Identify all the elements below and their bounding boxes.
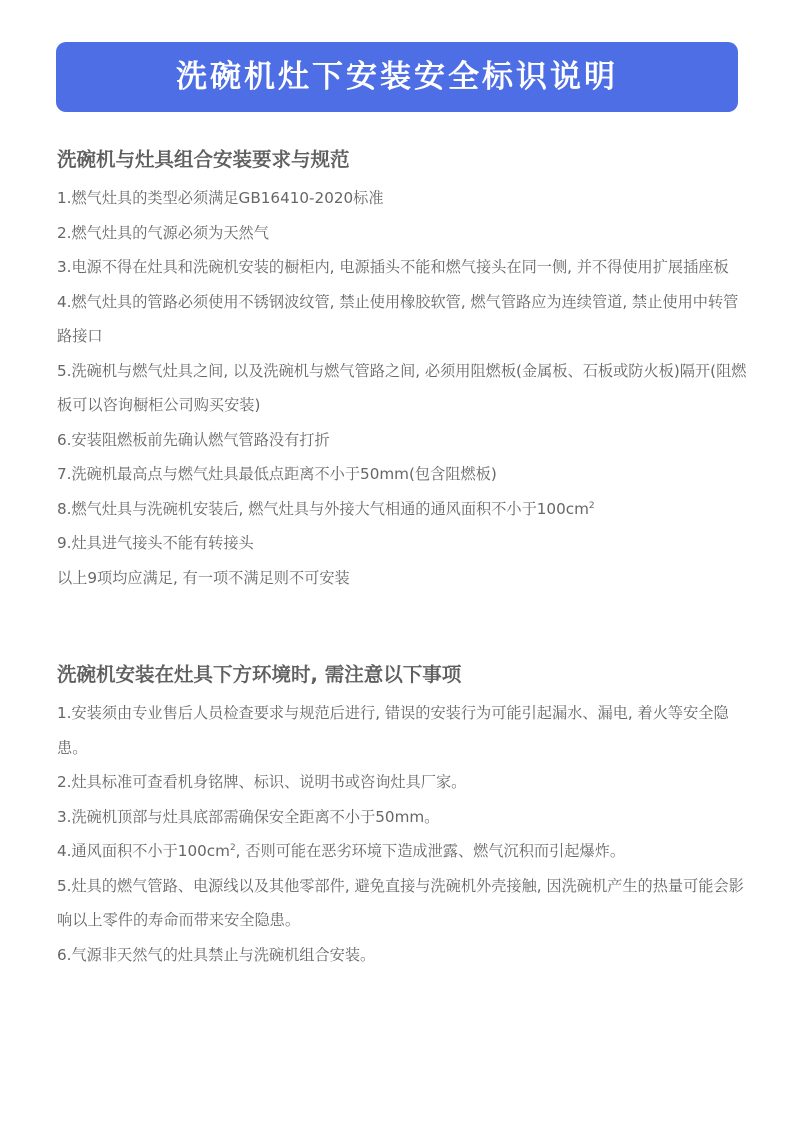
list-item <box>57 492 747 527</box>
list-item <box>57 526 747 561</box>
requirements-list <box>57 181 747 595</box>
item-text: 4.通风面积不小于100cm <box>57 842 230 860</box>
section-combined-installation-requirements <box>57 146 747 595</box>
list-item <box>57 457 747 492</box>
list-item <box>57 834 747 869</box>
precautions-list <box>57 696 747 972</box>
section-installation-precautions <box>57 661 747 972</box>
item-text: 9.灶具进气接头不能有转接头 <box>57 534 254 552</box>
list-item <box>57 250 747 285</box>
list-item <box>57 216 747 251</box>
item-text: 1.燃气灶具的类型必须满足GB16410-2020标准 <box>57 189 384 207</box>
item-text-continuation: , 否则可能在恶劣环境下造成泄露、燃气沉积而引起爆炸。 <box>235 842 626 860</box>
item-text: 7.洗碗机最高点与燃气灶具最低点距离不小于50mm(包含阻燃板) <box>57 465 497 483</box>
list-item <box>57 696 747 765</box>
item-text: 6.安装阻燃板前先确认燃气管路没有打折 <box>57 430 330 449</box>
superscript: 2 <box>229 842 236 853</box>
list-item <box>57 800 747 835</box>
item-text: 8.燃气灶具与洗碗机安装后, 燃气灶具与外接大气相通的通风面积不小于100cm <box>57 499 589 518</box>
list-item <box>57 423 747 458</box>
item-text: 1.安装须由专业售后人员检查要求与规范后进行, 错误的安装行为可能引起漏水、漏电, 着火等安全隐患。 <box>57 704 729 757</box>
item-text: 4.燃气灶具的管路必须使用不锈钢波纹管, 禁止使用橡胶软管, 燃气管路应为连续管道, 禁止使用中转管路接口 <box>57 292 739 345</box>
title-banner <box>56 42 738 112</box>
page-title: 洗碗机灶下安装安全标识说明 <box>176 58 618 95</box>
item-text: 2.燃气灶具的气源必须为天然气 <box>57 223 269 242</box>
item-text: 5.灶具的燃气管路、电源线以及其他零部件, 避免直接与洗碗机外壳接触, 因洗碗机产生的热量可能会影响以上零件的寿命而带来安全隐患。 <box>57 876 744 929</box>
list-item <box>57 181 747 216</box>
superscript: 2 <box>588 500 595 511</box>
section-heading: 洗碗机与灶具组合安装要求与规范 <box>57 148 350 171</box>
list-item <box>57 354 747 423</box>
item-text: 5.洗碗机与燃气灶具之间, 以及洗碗机与燃气管路之间, 必须用阻燃板(金属板、石板或防火板)隔开(阻燃板可以咨询橱柜公司购买安装) <box>57 361 747 414</box>
item-text: 6.气源非天然气的灶具禁止与洗碗机组合安装。 <box>57 945 376 964</box>
item-text: 以上9项均应满足, 有一项不满足则不可安装 <box>57 568 350 587</box>
list-item <box>57 285 747 354</box>
item-text: 3.电源不得在灶具和洗碗机安装的橱柜内, 电源插头不能和燃气接头在同一侧, 并不得使用扩展插座板 <box>57 258 729 276</box>
list-item <box>57 561 747 596</box>
item-text: 2.灶具标准可查看机身铭牌、标识、说明书或咨询灶具厂家。 <box>57 773 467 791</box>
list-item <box>57 765 747 800</box>
list-item <box>57 869 747 938</box>
item-text: 3.洗碗机顶部与灶具底部需确保安全距离不小于50mm。 <box>57 807 440 826</box>
section-heading: 洗碗机安装在灶具下方环境时, 需注意以下事项 <box>57 663 462 686</box>
list-item <box>57 938 747 973</box>
